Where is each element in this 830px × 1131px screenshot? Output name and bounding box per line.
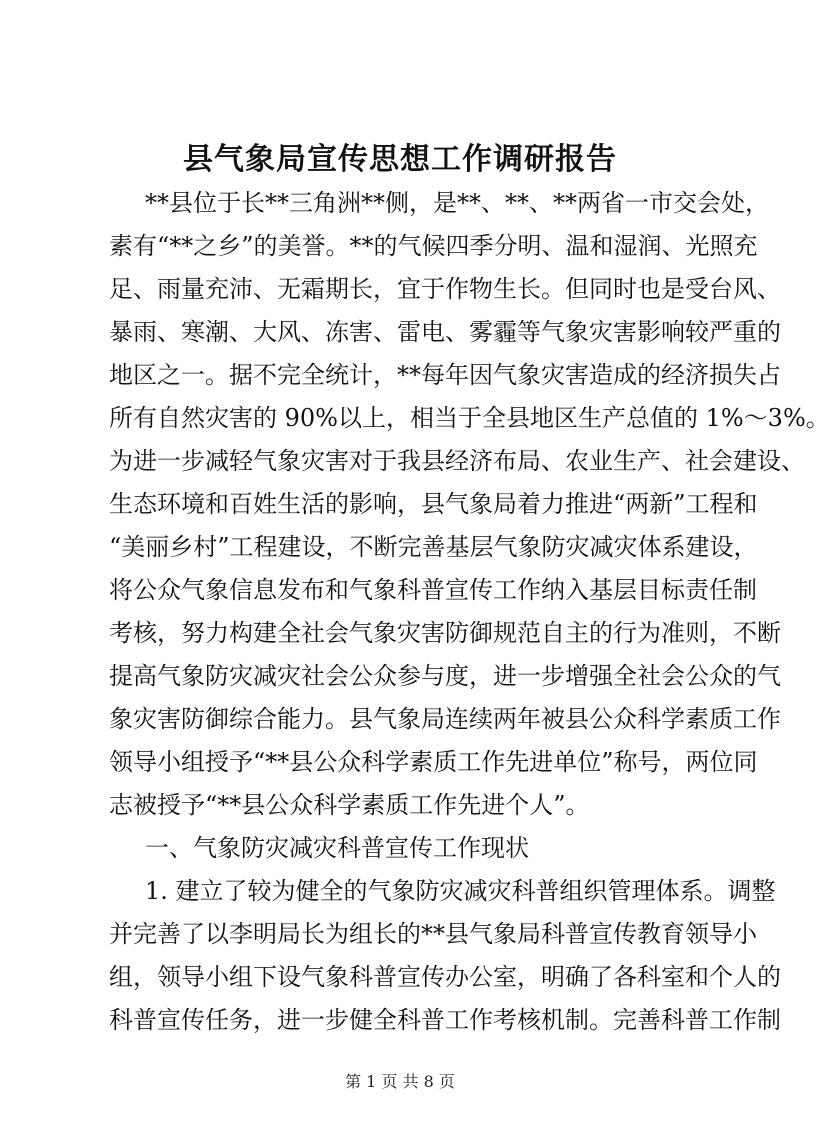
document-body [109, 182, 830, 1042]
paragraph-line: 科普宣传任务，进一步健全科普工作考核机制。完善科普工作制 [109, 1006, 781, 1034]
paragraph-line: 组，领导小组下设气象科普宣传办公室，明确了各科室和个人的 [109, 963, 781, 991]
paragraph-line: 领导小组授予“**县公众科学素质工作先进单位”称号，两位同 [109, 748, 758, 776]
paragraph-line: 足、雨量充沛、无霜期长，宜于作物生长。但同时也是受台风、 [109, 275, 781, 303]
paragraph-line: 将公众气象信息发布和气象科普宣传工作纳入基层目标责任制 [109, 576, 757, 604]
paragraph-line: 志被授予“**县公众科学素质工作先进个人”。 [109, 791, 590, 819]
paragraph-line: 象灾害防御综合能力。县气象局连续两年被县公众科学素质工作 [109, 705, 781, 733]
document-title: 县气象局宣传思想工作调研报告 [183, 142, 617, 177]
paragraph-line: **县位于长**三角洲**侧，是**、**、**两省一市交会处， [145, 189, 769, 217]
paragraph-line: 所有自然灾害的 90%以上，相当于全县地区生产总值的 1%～3%。 [109, 404, 830, 432]
page-number-footer: 第 1 页 共 8 页 [345, 1072, 455, 1091]
paragraph-line: 素有“**之乡”的美誉。**的气候四季分明、温和湿润、光照充 [109, 232, 758, 260]
paragraph-line: 暴雨、寒潮、大风、冻害、雷电、雾霾等气象灾害影响较严重的 [109, 318, 781, 346]
paragraph-line: 并完善了以李明局长为组长的**县气象局科普宣传教育领导小 [109, 920, 757, 948]
paragraph-line: 生态环境和百姓生活的影响，县气象局着力推进“两新”工程和 [109, 490, 758, 518]
paragraph-line: “美丽乡村”工程建设，不断完善基层气象防灾减灾体系建设， [109, 533, 758, 561]
paragraph-line: 提高气象防灾减灾社会公众参与度，进一步增强全社会公众的气 [109, 662, 781, 690]
paragraph-line: 地区之一。据不完全统计，**每年因气象灾害造成的经济损失占 [109, 361, 781, 389]
paragraph-line: 考核，努力构建全社会气象灾害防御规范自主的行为准则，不断 [109, 619, 781, 647]
paragraph-line: 1. 建立了较为健全的气象防灾减灾科普组织管理体系。调整 [145, 877, 776, 905]
section-heading: 一、气象防灾减灾科普宣传工作现状 [145, 834, 529, 862]
paragraph-line: 为进一步减轻气象灾害对于我县经济布局、农业生产、社会建设、 [109, 447, 805, 475]
